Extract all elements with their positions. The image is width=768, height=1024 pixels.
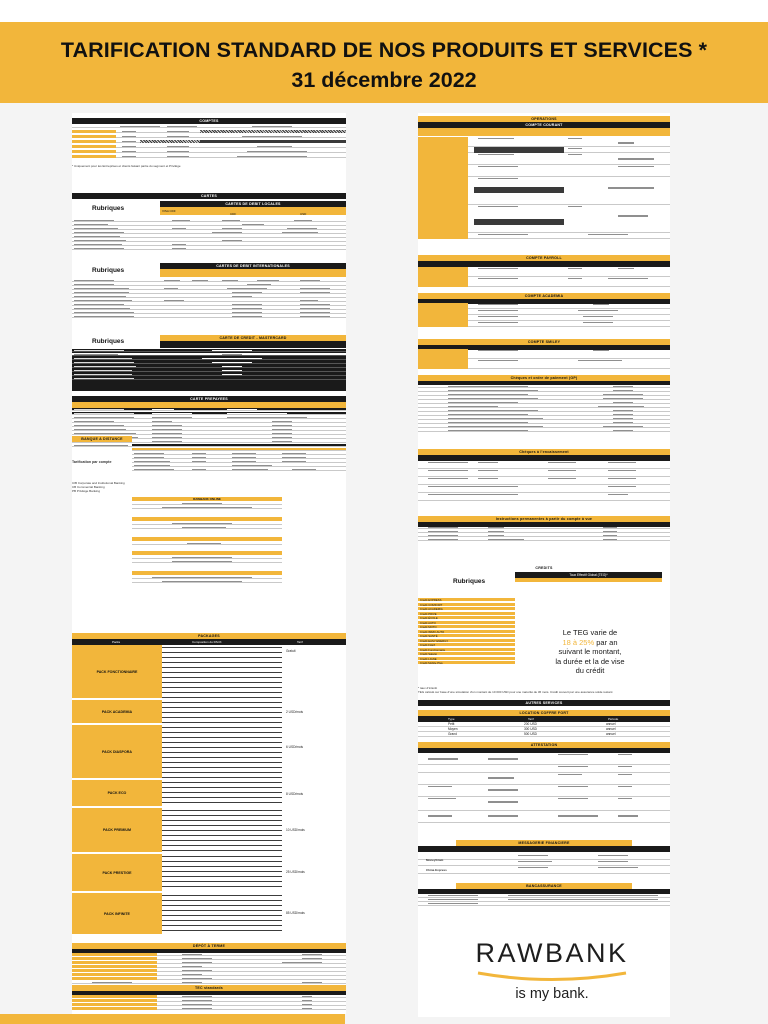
- pack-academia-row: [72, 700, 346, 724]
- encaissement-table: [418, 461, 670, 511]
- coffre-type: Grand: [448, 732, 457, 736]
- carte-debit-locale-table: [72, 219, 346, 259]
- logo-swoosh-icon: [476, 970, 628, 984]
- pack-label: PACK DIASPORA: [72, 725, 162, 778]
- credit-row: Crédit Salarié: [418, 652, 515, 656]
- coffre-col-type: Type: [448, 717, 455, 721]
- carte-credit-section: [160, 335, 346, 348]
- cartes-title: CARTES: [72, 193, 346, 199]
- credit-row: Crédit AUTO: [418, 621, 515, 625]
- depot-terme-title: DÉPÔT À TERME: [72, 943, 346, 949]
- carte-debit-inter-section: [160, 263, 346, 277]
- comptes-title: COMPTES: [72, 118, 346, 124]
- coffre-periode: annuel: [606, 727, 616, 731]
- carte-debit-inter-title: CARTES DE DEBIT INTERNATIONALES: [160, 263, 346, 269]
- credit-row: Crédit MOTO: [418, 625, 515, 629]
- rubriques-label-3: Rubriques: [92, 338, 125, 345]
- attestation-section: [418, 742, 670, 753]
- compte-academia-table: [418, 303, 670, 333]
- rawbank-logo: [458, 938, 646, 1018]
- pack-label: PACK FONCTIONNAIRE: [72, 645, 162, 698]
- banner: [0, 0, 768, 103]
- teg-line4: la durée et la de vise: [555, 656, 625, 666]
- pack-fonctionnaire-row: [72, 645, 346, 699]
- banque-distance-section: [72, 436, 346, 442]
- moneygram-label: MoneyGram: [426, 858, 444, 862]
- pack-price: Gratuit: [286, 649, 296, 653]
- compte-payroll-title: COMPTE PAYROLL: [418, 255, 670, 261]
- comptes-section: [72, 118, 346, 184]
- encaissement-title: Chèques à l'encaissement: [418, 449, 670, 455]
- attestation-title: ATTESTATION: [418, 742, 670, 748]
- credit-row: Crédit LIGNE: [418, 657, 515, 661]
- messagerie-title: MESSAGERIE FINANCIERE: [456, 840, 632, 846]
- teg-range: 18 à 25%: [562, 637, 595, 647]
- compte-payroll-table: [418, 267, 670, 289]
- pack-infinite-row: [72, 893, 346, 935]
- pack-price: 8 USD/mois: [286, 792, 304, 796]
- pack-price: 85 USD/mois: [286, 911, 305, 915]
- teg-line2: par an: [596, 637, 618, 647]
- location-coffre-title: LOCATION COFFRE FORT: [418, 710, 670, 716]
- teg-line3: suivant le montant,: [558, 647, 622, 656]
- coffre-col-tarif: Tarif: [528, 717, 534, 721]
- cartes-section: [72, 193, 346, 199]
- banque-distance-table: Tarification par compte CIB Corporate and Institutional Banking CB Commercial Banking PB Privilège Banking: [72, 444, 346, 494]
- credit-row: Crédit SANTÉ: [418, 634, 515, 638]
- instructions-title: Instructions permanentes à partir du compte à vue: [418, 516, 670, 522]
- pack-label: PACK ACADEMIA: [72, 700, 162, 723]
- autres-services-title: AUTRES SERVICES: [418, 700, 670, 706]
- operations-section: [418, 116, 670, 136]
- cheques-section: [418, 375, 670, 385]
- coffre-periode: annuel: [606, 722, 616, 726]
- pack-price: 25 USD/mois: [286, 870, 305, 874]
- teg-line1: Le TEG varie de: [562, 628, 618, 637]
- coffre-type: Petit: [448, 722, 455, 726]
- rubriques-label-1: Rubriques: [92, 205, 125, 212]
- pack-label: PACK PREMIUM: [72, 808, 162, 852]
- credits-title: CREDITS: [418, 565, 670, 571]
- pack-price: 6 USD/mois: [286, 745, 304, 749]
- packages-section: [72, 633, 346, 645]
- coffre-tarif: 300 USD: [524, 727, 537, 731]
- comptes-note: * Uniquement pour les Entreprises et clients faisant partie du segment et Privilège: [72, 164, 181, 168]
- page-date: 31 décembre 2022: [291, 68, 477, 92]
- compte-smiley-title: COMPTE SMILEY: [418, 339, 670, 345]
- pack-price: 10 USD/mois: [286, 828, 305, 832]
- credit-row: Crédit ÉCOLE: [418, 616, 515, 620]
- cdf-col: CDF: [230, 212, 237, 216]
- credit-row: Crédit IMMO AUTO: [418, 630, 515, 634]
- coffre-type: Moyen: [448, 727, 458, 731]
- bancassurance-title: BANCASSURANCE: [456, 883, 632, 889]
- left-tariff-column: [72, 113, 346, 1014]
- encaissement-section: [418, 449, 670, 461]
- pack-premium-row: [72, 808, 346, 853]
- carte-prepayee-title: CARTE PREPAYEES: [72, 396, 346, 402]
- messagerie-section: [418, 840, 670, 852]
- rawbank-online-title: RAWBANK ONLINE: [132, 497, 282, 501]
- composition-col: Composition du PACK: [192, 640, 222, 644]
- usd-col: USD: [300, 212, 307, 216]
- rubriques-label-2: Rubriques: [92, 267, 125, 274]
- tarif-col: Tarif: [297, 640, 303, 644]
- credits-list: [418, 598, 515, 666]
- cheques-table: [418, 385, 670, 455]
- pack-price: 2 USD/mois: [286, 710, 304, 714]
- credits-section: [418, 565, 670, 571]
- carte-debit-locale-header: [160, 201, 346, 215]
- rawbank-online-section: [132, 497, 282, 589]
- packages-title: PACKAGES: [72, 633, 346, 639]
- compte-payroll-section: [418, 255, 670, 267]
- pack-prestige-row: [72, 854, 346, 892]
- tec-section: [72, 985, 346, 995]
- credit-row: Crédit Mobile Plus: [418, 661, 515, 665]
- pack-label: PACK ECO: [72, 780, 162, 806]
- page-title: TARIFICATION STANDARD DE NOS PRODUITS ET SERVICES *: [60, 38, 708, 62]
- compte-academia-title: COMPTE ACADEMIA: [418, 293, 670, 299]
- cheques-title: Chèques et ordre de paiement (OP): [418, 375, 670, 381]
- logo-wordmark: RAWBANK: [475, 938, 629, 968]
- china-express-label: China Express: [426, 868, 447, 872]
- carte-credit-table: [72, 349, 346, 391]
- operations-title: OPERATIONS: [418, 116, 670, 122]
- banque-distance-title: BANQUE A DISTANCE: [72, 436, 132, 442]
- location-coffre-section: [418, 710, 670, 737]
- pack-label: PACK INFINITE: [72, 893, 162, 934]
- credit-row: Crédit EXPRESS: [418, 598, 515, 602]
- teg-statement: [518, 628, 662, 680]
- credit-row: Crédit Fonctionnaire: [418, 648, 515, 652]
- coffre-periode: annuel: [606, 732, 616, 736]
- pack-label: PACK PRESTIGE: [72, 854, 162, 891]
- right-tariff-column: OPERATIONS COMPTE COURANT COMPTE PAYROLL COMPTE ACADEMIA COMPTE SMILEY Chèques et ordre de paiement (OP) Chèques à l'encaissement Instructions permanentes à partir du compte à vue CREDITS Rubriques Taux Effectif Global (TEG)* Crédit EXPRESS Crédit COMFORT Crédit ACADEMIA Crédit PRIVE Crédit ÉCOLE Crédit AUTO Crédit MOTO Crédit IMMO AUTO Crédit SANTÉ Crédit EASY ENERGY Crédit FLEX Crédit Fonctionnaire Crédit Salarié Crédit LIGNE Crédit Mobile Plus Le TEG varie de 18 à 25% par an suivant le montant, la durée et la de vise du crédit * taux d'intérêt TEG calculé sur base d'une simulation d'un montant de 10 000 USD pour une maturité de 36 mois. Crédit couvert par une assurance solde restant AUTRES SERVICES LOCATION COFFRE FORT Type Tarif Période Petit 200 USD annuel Moyen 300 USD annuel Grand 500 USD annuel ATTESTATION MESSAGERIE FINANCIERE MoneyGram China Express BANCASSURANCE: [418, 113, 670, 1017]
- depot-terme-section: [72, 943, 346, 953]
- autres-services-section: [418, 700, 670, 706]
- compte-smiley-table: [418, 349, 670, 377]
- bancassurance-table: [418, 894, 670, 912]
- credit-row: Crédit EASY ENERGY: [418, 639, 515, 643]
- compte-courant-table: [418, 137, 670, 237]
- comptes-table: [72, 124, 346, 184]
- footer-band: [0, 1014, 345, 1024]
- credit-row: Crédit ACADEMIA: [418, 607, 515, 611]
- coffre-tarif: 500 USD: [524, 732, 537, 736]
- bancassurance-section: [418, 883, 670, 894]
- teg-line5: du crédit: [575, 666, 605, 675]
- credit-row: Crédit FLEX: [418, 643, 515, 647]
- logo-tagline: is my bank.: [515, 986, 589, 1002]
- compte-courant-title: COMPTE COURANT: [418, 122, 670, 128]
- rubriques-label-credits: Rubriques: [453, 578, 486, 585]
- teg-header: Taux Effectif Global (TEG)*: [515, 572, 662, 578]
- carte-prepayee-section: [72, 396, 346, 408]
- visa-cdf-label: VISA CDF: [162, 209, 176, 213]
- carte-debit-inter-table: [72, 279, 346, 331]
- credit-row: Crédit COMFORT: [418, 603, 515, 607]
- packs-col: Packs: [112, 640, 121, 644]
- coffre-col-periode: Période: [608, 717, 619, 721]
- tec-title: TEC standards: [72, 985, 346, 991]
- pack-eco-row: [72, 780, 346, 807]
- credit-row: Crédit PRIVE: [418, 612, 515, 616]
- coffre-row: [418, 732, 670, 737]
- attestation-table: [418, 753, 670, 853]
- instructions-table: [418, 526, 670, 550]
- coffre-tarif: 200 USD: [524, 722, 537, 726]
- carte-debit-locale-title: CARTES DE DEBIT LOCALES: [160, 201, 346, 207]
- pack-diaspora-row: [72, 725, 346, 779]
- carte-credit-title: CARTE DE CREDIT - MASTERCARD: [160, 335, 346, 341]
- tec-table: [72, 995, 346, 1014]
